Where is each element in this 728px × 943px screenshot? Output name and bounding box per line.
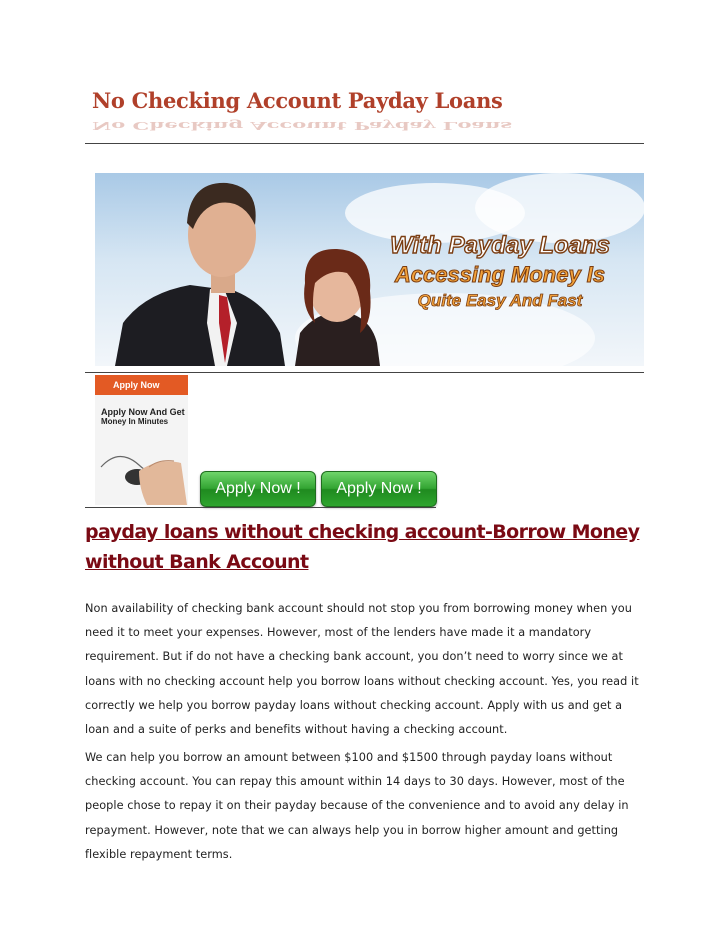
apply-now-button-1[interactable]: Apply Now ! <box>200 471 316 507</box>
header-divider <box>85 143 644 144</box>
logo-reflection: No Checking Account Payday Loans <box>92 119 513 134</box>
business-people-photo <box>115 173 395 366</box>
slogan-line-1: With Payday Loans <box>390 232 610 259</box>
article-paragraph-2: We can help you borrow an amount between $100 and $1500 through payday loans without checking account. You can repay this amount within 14 days to 30 days. However, most of the people chose to repay it on their payday because of the convenience and to avoid any delay in repayment. However, note that we can always help you in borrow higher amount and getting flexible repayment terms. <box>85 751 629 861</box>
logo-text: No Checking Account Payday Loans <box>92 88 503 113</box>
hero-banner <box>95 173 644 366</box>
apply-divider <box>85 507 436 508</box>
apply-caption-line-1: Apply Now And Get <box>101 407 185 417</box>
apply-now-button-2[interactable]: Apply Now ! <box>321 471 437 507</box>
apply-tab-label: Apply Now <box>95 375 188 395</box>
article-paragraph-1: Non availability of checking bank account should not stop you from borrowing money when you need it to meet your expenses. However, most of the lenders have made it a mandatory requirement. But if do not have a checking bank account, you don’t need to worry since we at loans with no checking account help you borrow loans without checking account. Yes, you read it correctly we help you borrow payday loans without checking account. Apply with us and get a loan and a suite of perks and benefits without having a checking account. <box>85 602 639 737</box>
banner-slogan <box>365 231 635 313</box>
apply-caption <box>101 407 185 427</box>
banner-divider <box>85 372 644 373</box>
site-logo <box>92 88 512 140</box>
slogan-line-2: Accessing Money Is <box>394 262 606 287</box>
article-heading[interactable]: payday loans without checking account-Borrow Money without Bank Account <box>85 521 640 573</box>
slogan-line-3: Quite Easy And Fast <box>417 291 583 310</box>
apply-caption-line-2: Money In Minutes <box>101 417 169 426</box>
mouse-hand-icon <box>99 437 187 505</box>
apply-now-graphic[interactable] <box>95 375 188 505</box>
